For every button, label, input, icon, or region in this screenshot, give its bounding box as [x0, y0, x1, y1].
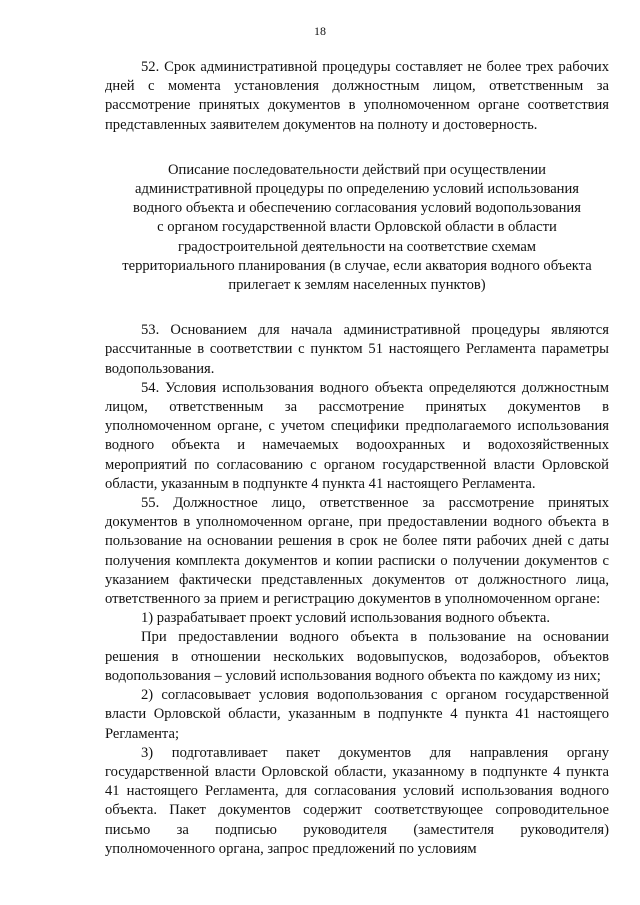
- heading-line: территориального планирования (в случае, если акватория водного объекта: [122, 257, 592, 274]
- section-heading: [105, 161, 609, 295]
- paragraph-55: 55. Должностное лицо, ответственное за рассмотрение принятых документов в уполномоченном органе, при предоставлении водного объекта в пользование на основании решения в срок не более пяти рабочих дней с даты получения комплекта документов и копии расписки о получении документов с указанием фактически представленных документов от должностного лица, ответственного за прием и регистрацию документов в уполномоченном органе:: [105, 495, 609, 608]
- list-item-2: 2) согласовывает условия водопользования с органом государственной власти Орловской области, указанным в подпункте 4 пункта 41 настоящего Регламента;: [105, 687, 609, 742]
- heading-line: Описание последовательности действий при осуществлении: [167, 161, 546, 178]
- heading-line: прилегает к землям населенных пунктов): [228, 277, 486, 294]
- list-item-1-note: При предоставлении водного объекта в пользование на основании решения в отношении нескольких водовыпусков, водозаборов, объектов водопользования – условий использования водного объекта по каждому из них;: [105, 629, 609, 684]
- paragraph-52: 52. Срок административной процедуры составляет не более трех рабочих дней с момента установления должностным лицом, ответственным за рассмотрение принятых документов в уполномоченном органе соответствия представленных заявителем документов на полноту и достоверность.: [105, 59, 609, 133]
- heading-line: градостроительной деятельности на соответствие схемам: [177, 238, 537, 255]
- page-number: 18: [314, 24, 326, 38]
- heading-line: с органом государственной власти Орловской области в области: [157, 219, 557, 236]
- paragraph-53: 53. Основанием для начала административной процедуры являются рассчитанные в соответствии с пунктом 51 настоящего Регламента параметры водопользования.: [105, 322, 609, 377]
- heading-line: административной процедуры по определению условий использования: [134, 181, 580, 198]
- list-item-3: 3) подготавливает пакет документов для направления органу государственной власти Орловской области, указанному в подпункте 4 пункта 41 настоящего Регламента, для согласования условий использования водного объекта. Пакет документов содержит соответствующее сопроводительное письмо за подписью руководителя (заместителя руководителя) уполномоченного органа, запрос предложений по условиям: [105, 744, 609, 857]
- heading-line: водного объекта и обеспечению согласования условий водопользования: [133, 200, 581, 217]
- list-item-1: 1) разрабатывает проект условий использования водного объекта.: [141, 610, 551, 627]
- document-body: [105, 58, 609, 859]
- paragraph-54: 54. Условия использования водного объекта определяются должностным лицом, ответственным за рассмотрение принятых документов в уполномоченном органе, с учетом специфики предполагаемого использования водного объекта и намечаемых водоохранных и водохозяйственных мероприятий по согласованию с органом государственной власти Орловской области, указанным в подпункте 4 пункта 41 настоящего Регламента.: [105, 379, 609, 492]
